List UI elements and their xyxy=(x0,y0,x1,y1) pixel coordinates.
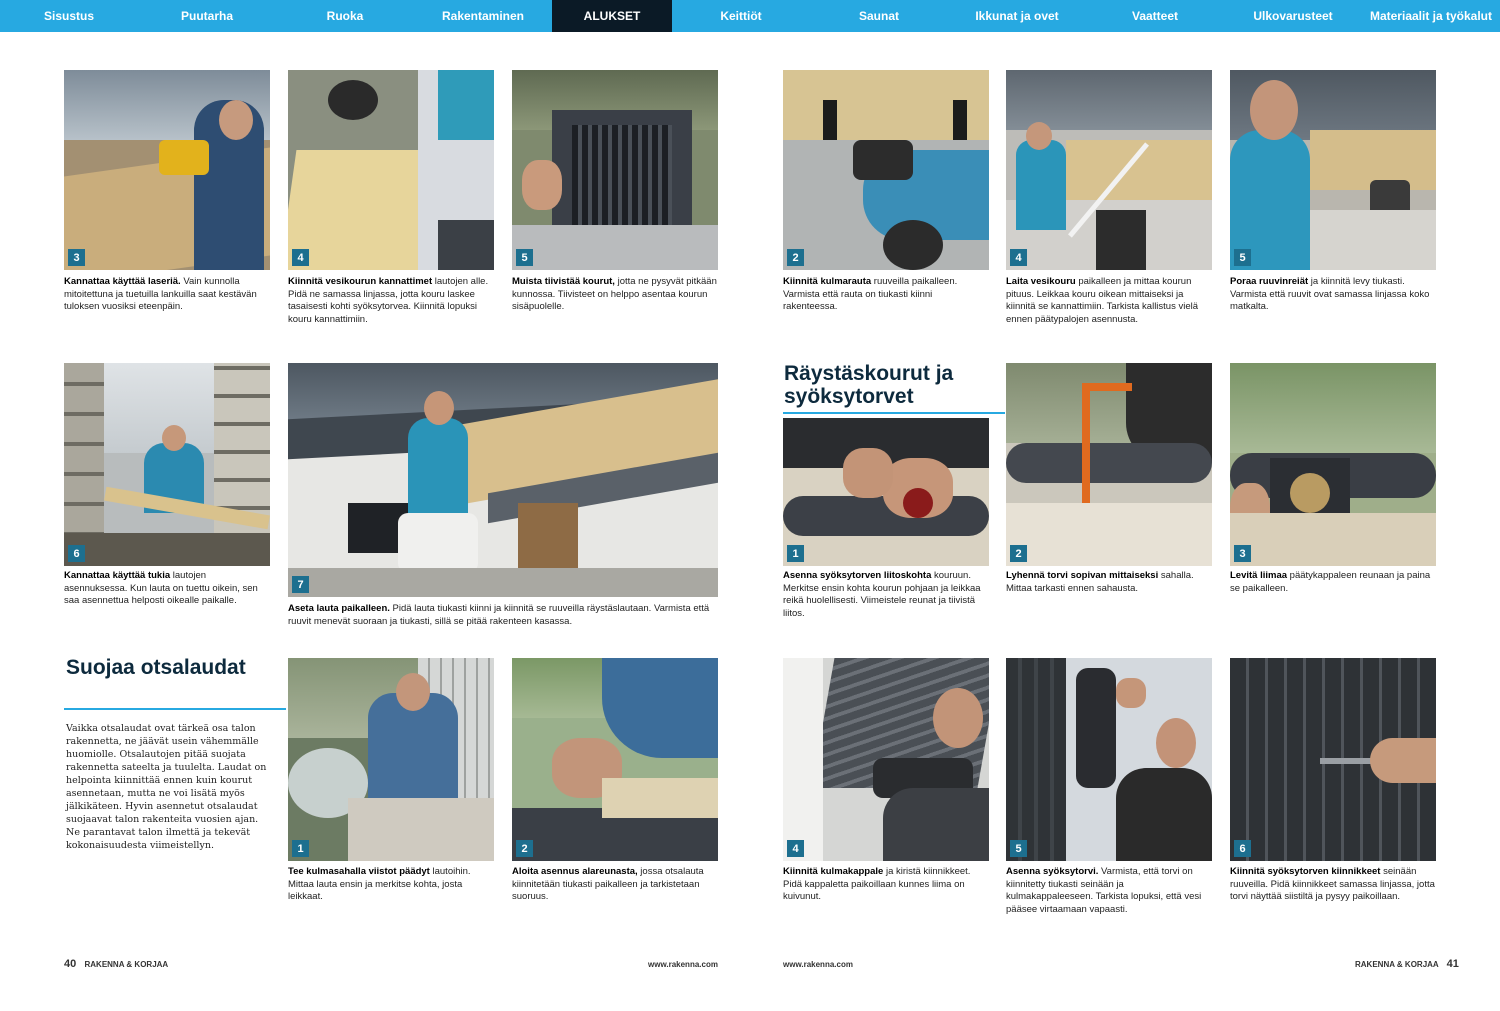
caption-bracket-step: Kiinnitä syöksytorven kiinnikkeet seinään ruuveilla. Pidä kiinnikkeet samassa linjassa, jotta torvi näyttää siistiltä ja pysyy paikoillaan. xyxy=(1230,866,1435,902)
photo-fascia-install xyxy=(288,363,718,597)
caption-step-6: Kannattaa käyttää tukia lautojen asennuksessa. Kun lauta on tuettu oikein, sen saa asennettua helposti oikealle paikalle. xyxy=(64,570,258,606)
step-number: 3 xyxy=(1234,545,1251,562)
nav-item-8[interactable]: Ikkunat ja ovet xyxy=(975,9,1059,23)
step-number: 3 xyxy=(68,249,85,266)
nav-item-9[interactable]: Vaatteet xyxy=(1131,9,1179,23)
footer-url-right[interactable]: www.rakenna.com xyxy=(783,960,853,969)
caption-glue-step: Levitä liimaa päätykappaleen reunaan ja paina se paikalleen. xyxy=(1230,570,1431,594)
step-number: 2 xyxy=(1010,545,1027,562)
caption-right-step-5: Poraa ruuvinreiät ja kiinnitä levy tiukasti. Varmista että ruuvit ovat samassa linjassa koko matkalta. xyxy=(1230,276,1430,312)
step-number: 5 xyxy=(1010,840,1027,857)
caption-corner-step: Kiinnitä kulmakappale ja kiristä kiinnikkeet. Pidä kappaletta paikoillaan kunnes liima on kuivunut. xyxy=(783,866,971,902)
photo-gutter-measure xyxy=(1006,70,1212,270)
nav-item-active[interactable]: ALUKSET xyxy=(552,0,672,32)
nav-item-6[interactable]: Keittiöt xyxy=(720,9,762,23)
magazine-name: RAKENNA & KORJAA xyxy=(1355,960,1439,969)
photo-gutter-bracket xyxy=(288,70,494,270)
nav-item-7[interactable]: Saunat xyxy=(858,9,899,23)
photo-outlet-mark xyxy=(783,418,989,566)
photo-drill-bracket xyxy=(783,70,989,270)
page-number: 40 xyxy=(64,958,77,970)
caption-marking-step: Aloita asennus alareunasta, jossa otsalauta kiinnitetään tiukasti paikalleen ja tarkistetaan suoruus. xyxy=(512,866,704,902)
step-number: 4 xyxy=(292,249,309,266)
page-footer-left xyxy=(64,958,168,970)
nav-item-11[interactable]: Materiaalit ja työkalut xyxy=(1369,9,1493,23)
step-number: 2 xyxy=(516,840,533,857)
section-title-right: Räystäskourut ja syöksytorvet xyxy=(784,362,954,408)
caption-outlet-step: Asenna syöksytorven liitoskohta kouruun. Merkitse ensin kohta kourun pohjaan ja leikkaa reikä huolellisesti. Viimeistele reunat ja tiivistä liitos. xyxy=(783,570,981,619)
caption-right-step-4: Laita vesikouru paikalleen ja mittaa kourun pituus. Leikkaa kouru oikean mittaiseksi ja kiinnitä se kannattimiin. Tarkista kallistus vielä ennen päätypalojen asennusta. xyxy=(1006,276,1199,325)
photo-downspout-install xyxy=(1006,658,1212,861)
photo-circular-saw xyxy=(64,70,270,270)
page-number: 41 xyxy=(1446,958,1459,970)
photo-drill-screws xyxy=(1230,70,1436,270)
nav-item-10[interactable]: Ulkovarusteet xyxy=(1253,9,1333,23)
caption-right-step-2: Kiinnitä kulmarauta ruuveilla paikalleen. Varmista että rauta on tiukasti kiinni rakenteessa. xyxy=(783,276,958,312)
top-nav xyxy=(0,0,1500,32)
photo-fascia-marking xyxy=(512,658,718,861)
photo-pipe-cutting xyxy=(1006,363,1212,566)
step-number: 4 xyxy=(1010,249,1027,266)
step-number: 5 xyxy=(1234,249,1251,266)
caption-step-5: Muista tiivistää kourut, jotta ne pysyvät pitkään kunnossa. Tiivisteet on helppo asentaa kourun sisäpuolelle. xyxy=(512,276,717,312)
nav-item-1[interactable]: Sisustus xyxy=(43,9,94,23)
footer-url-left[interactable]: www.rakenna.com xyxy=(648,960,718,969)
step-number: 1 xyxy=(787,545,804,562)
section-rule-right xyxy=(783,412,1005,414)
step-number: 6 xyxy=(1234,840,1251,857)
page-footer-right xyxy=(1355,958,1459,970)
photo-miter-saw xyxy=(288,658,494,861)
caption-step-7: Aseta lauta paikalleen. Pidä lauta tiukasti kiinni ja kiinnitä se ruuveilla räystäslautaan. Varmista että ruuvit menevät suoraan ja tiukasti, sillä se pitää rakenteen kasassa. xyxy=(288,603,710,627)
photo-end-cap-glue xyxy=(1230,363,1436,566)
section-title: Suojaa otsalaudat xyxy=(66,656,246,679)
photo-downspout-bracket xyxy=(1230,658,1436,861)
caption-downspout-step: Asenna syöksytorvi. Varmista, että torvi on kiinnitetty tiukasti seinään ja kulmakappaleeseen. Tarkista lopuksi, että vesi pääsee virtaamaan vapaasti. xyxy=(1006,866,1202,915)
section-rule xyxy=(64,708,286,710)
step-number: 2 xyxy=(787,249,804,266)
caption-step-3: Kannattaa käyttää laseriä. Vain kunnolla mitoitettuna ja tuetuilla lankuilla saat kestävän tuloksen vuosiksi eteenpäin. xyxy=(64,276,257,312)
caption-saw-step: Tee kulmasahalla viistot päädyt lautoihin. Mittaa lauta ensin ja merkitse kohta, josta leikkaat. xyxy=(288,866,471,902)
caption-cutting-step: Lyhennä torvi sopivan mittaiseksi sahalla. Mittaa tarkasti ennen sahausta. xyxy=(1006,570,1194,594)
section-body: Vaikka otsalaudat ovat tärkeä osa talon rakennetta, ne jäävät usein vähemmälle huomiolle. Otsalautojen pitää suojata rakennetta sateelta ja tuulelta. Laudat on helpointa kiinnittää ennen kuin kourut asennetaan, mutta ne voi lisätä myös jälkikäteen. Hyvin asennetut otsalaudat suojaavat talon rakenteita vuosien ajan. Ne parantavat talon ilmettä ja tekevät kokonaisuudesta viimeistellyn. xyxy=(66,723,267,851)
photo-gutter-seal xyxy=(512,70,718,270)
caption-step-4: Kiinnitä vesikourun kannattimet lautojen alle. Pidä ne samassa linjassa, jotta kouru laskee tasaisesti kohti syöksytorvea. Kiinnitä lopuksi kouru kannattimiin. xyxy=(288,276,489,325)
step-number: 5 xyxy=(516,249,533,266)
magazine-name: RAKENNA & KORJAA xyxy=(84,960,169,969)
step-number: 7 xyxy=(292,576,309,593)
nav-item-2[interactable]: Puutarha xyxy=(180,9,233,23)
step-number: 4 xyxy=(787,840,804,857)
nav-item-3[interactable]: Ruoka xyxy=(326,9,364,23)
photo-corner-piece xyxy=(783,658,989,861)
photo-scaffold-worker xyxy=(64,363,270,566)
step-number: 1 xyxy=(292,840,309,857)
nav-item-4[interactable]: Rakentaminen xyxy=(441,9,525,23)
step-number: 6 xyxy=(68,545,85,562)
